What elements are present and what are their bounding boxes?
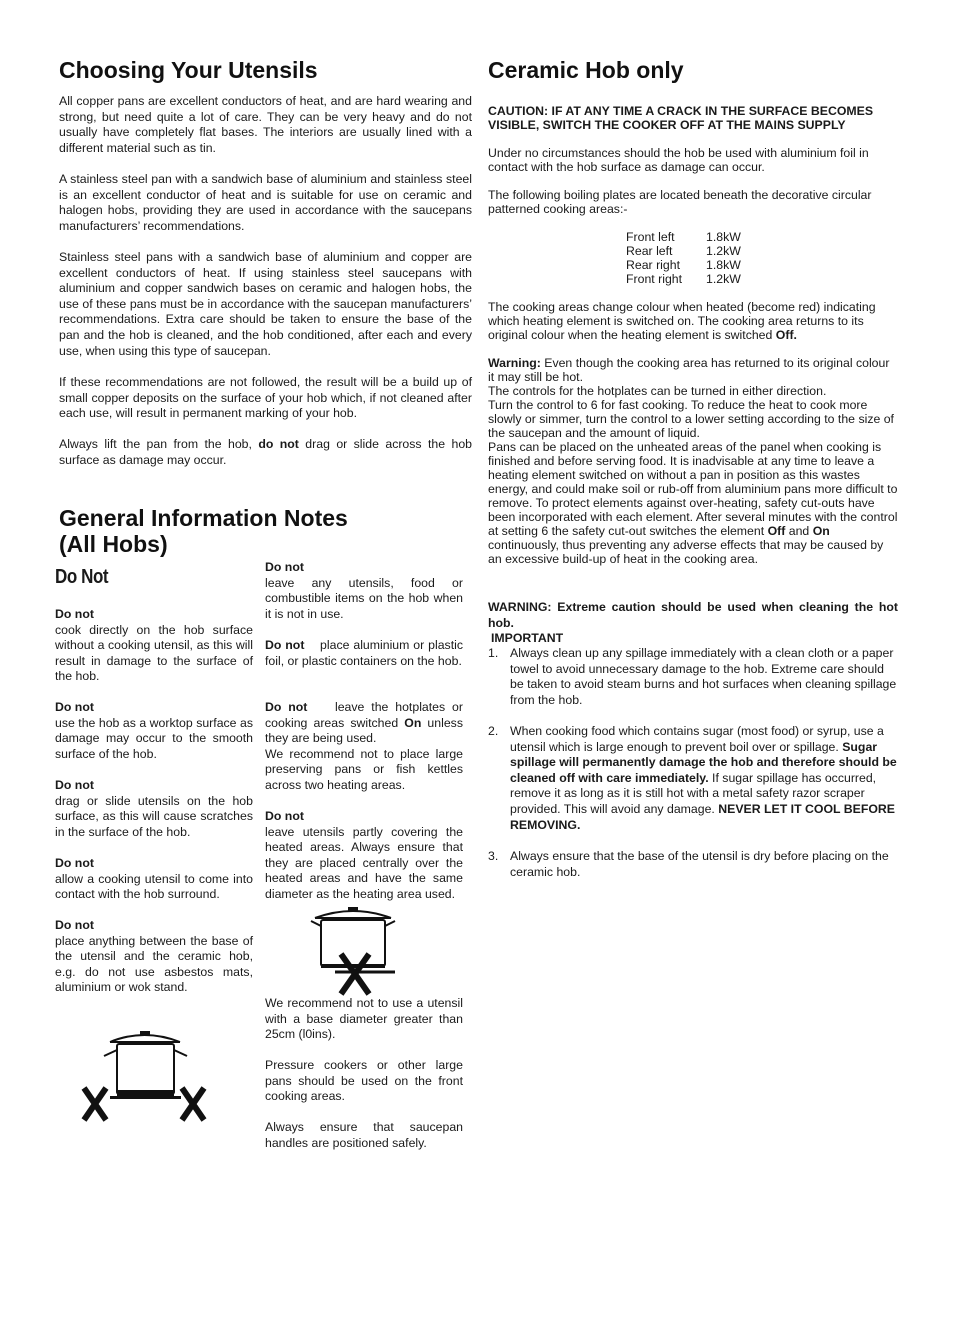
plates-intro: The following boiling plates are located beneath the decorative circular patterned cooking areas:- — [488, 188, 872, 216]
cross-icon — [84, 1088, 106, 1120]
important-label: IMPORTANT — [491, 631, 564, 645]
warning-block: Warning: Even though the cooking area has returned to its original colour it may still be hot. The controls for the hotplates can be turned in either direction. Turn the control to 6 for fast cooking. To reduce the heat to cook more slowly or simmer, turn the control to a lower setting according to the size of the saucepan and the amount of liquid. Pans can be placed on the unheated areas of the panel when cooking is finished and before serving food. It is inadvisable at any time to leave a heating element switched on without a pan in position as this wastes energy, and could make soil or rub-off from aluminium pans more difficult to remove. To protect elements against over-heating, safety cut-outs have been incorporated with each element. After several minutes with the control at setting 6 the safety cut-out switches the element Off and On continuously, thus preventing any adverse effects that may be caused by an excessive build-up of heat in the cooking area. — [488, 356, 898, 566]
large-pan-illustration — [307, 906, 399, 996]
cross-icon — [182, 1088, 204, 1120]
recommendations-paragraph: If these recommendations are not followed, the result will be a build up of small copper deposits on the surface of your hob which, if not cleaned after each use, will result in permanent marking of your hob. — [59, 375, 472, 421]
do-not-item: Do not place anything between the base of the utensil and the ceramic hob, e.g. do not use asbestos mats, aluminium or wok stand. — [55, 918, 253, 995]
do-not-item: Do not leave any utensils, food or combustible items on the hob when it is not in use. — [265, 560, 463, 621]
colour-change-paragraph: The cooking areas change colour when heated (become red) indicating which heating element is switched on. The cooking area returns to its original colour when the heating element is switched Off. — [488, 300, 876, 342]
important-list — [488, 724, 898, 833]
do-not-item: Do not place aluminium or plastic foil, or plastic containers on the hob. — [265, 638, 463, 668]
choosing-utensils-title: Choosing Your Utensils — [59, 57, 318, 83]
stainless-aluminium-paragraph: A stainless steel pan with a sandwich base of aluminium and stainless steel is an excellent conductor of heat and is suitable for use on ceramic and halogen hobs, providing they are used in accordance with the saucepans manufacturers’ recommendations. — [59, 172, 472, 233]
caution-crack: CAUTION: IF AT ANY TIME A CRACK IN THE SURFACE BECOMES VISIBLE, SWITCH THE COOKER OFF AT THE MAINS SUPPLY — [488, 104, 874, 132]
stainless-copper-paragraph: Stainless steel pans with a sandwich base of aluminium and copper are excellent conductors of heat. If using stainless steel saucepans with aluminium and copper sandwich bases on ceramic and halogen hobs, the use of these pans must be in accordance with the saucepan manufacturers’ recommendations. Extra care should be taken to ensure the base of the pan and the hob is cleaned, and the hob conditioned, after each and every use, when using this type of saucepan. — [59, 250, 472, 358]
list-item: 1. Always clean up any spillage immediately with a clean cloth or a paper towel to avoid unnecessary damage to the hob. Extreme care should be taken to avoid steam burns and hot surfaces when cleaning spillage from the hob. — [488, 646, 897, 707]
general-info-title: General Information Notes (All Hobs) — [59, 505, 348, 557]
foil-warning: Under no circumstances should the hob be used with aluminium foil in contact with the hob surface as damage can occur. — [488, 146, 869, 174]
list-item: 3. Always ensure that the base of the utensil is dry before placing on the ceramic hob. — [488, 849, 889, 879]
table-row: Front left 1.8kW — [626, 230, 741, 244]
table-row: Rear right 1.8kW — [626, 258, 741, 272]
do-not-heading: Do Not — [55, 566, 109, 588]
handles-note: Always ensure that saucepan handles are positioned safely. — [265, 1120, 463, 1150]
table-row: Front right 1.2kW — [626, 272, 741, 286]
recommend-base-diameter: We recommend not to use a utensil with a base diameter greater than 25cm (l0ins). — [265, 996, 463, 1042]
ceramic-hob-title: Ceramic Hob only — [488, 57, 684, 83]
important-list — [488, 646, 898, 708]
do-not-item: Do not drag or slide utensils on the hob surface, as this will cause scratches in the surface of the hob. — [55, 778, 253, 839]
pan-overhang-illustration — [80, 1030, 212, 1124]
do-not-item: Do not use the hob as a worktop surface as damage may occur to the smooth surface of the hob. — [55, 700, 253, 761]
do-not-item: Do not allow a cooking utensil to come into contact with the hob surround. — [55, 856, 253, 902]
list-item: 2. When cooking food which contains sugar (most food) or syrup, use a utensil which is large enough to prevent boil over or spillage. Sugar spillage will permanently damage the hob and therefore should be cleaned off with care immediately. If sugar spillage has occurred, remove it as long as it is still hot with a metal safety razor scraper provided. This will avoid any damage. NEVER LET IT COOL BEFORE REMOVING. — [488, 724, 897, 832]
copper-pans-paragraph: All copper pans are excellent conductors of heat, and are hard wearing and strong, but need quite a lot of care. They can be very heavy and do not usually have completely flat bases. The interiors are usually lined with a different material such as tin. — [59, 94, 472, 155]
lift-pan-paragraph: Always lift the pan from the hob, do not drag or slide across the hob surface as damage may occur. — [59, 437, 472, 467]
do-not-item: Do not leave the hotplates or cooking areas switched On unless they are being used. We recommend not to place large preserving pans or fish kettles across two heating areas. — [265, 700, 463, 792]
do-not-item: Do not cook directly on the hob surface without a cooking utensil, as this will result in damage to the surface of the hob. — [55, 607, 253, 684]
table-row: Rear left 1.2kW — [626, 244, 741, 258]
do-not-item: Do not leave utensils partly covering the heated areas. Always ensure that they are placed centrally over the heated areas and have the same diameter as the heating area used. — [265, 809, 463, 901]
important-list — [488, 849, 898, 880]
pressure-cookers-note: Pressure cookers or other large pans should be used on the front cooking areas. — [265, 1058, 463, 1104]
boiling-plates-table — [626, 230, 741, 286]
cleaning-warning: WARNING: Extreme caution should be used when cleaning the hot hob. — [488, 600, 898, 630]
